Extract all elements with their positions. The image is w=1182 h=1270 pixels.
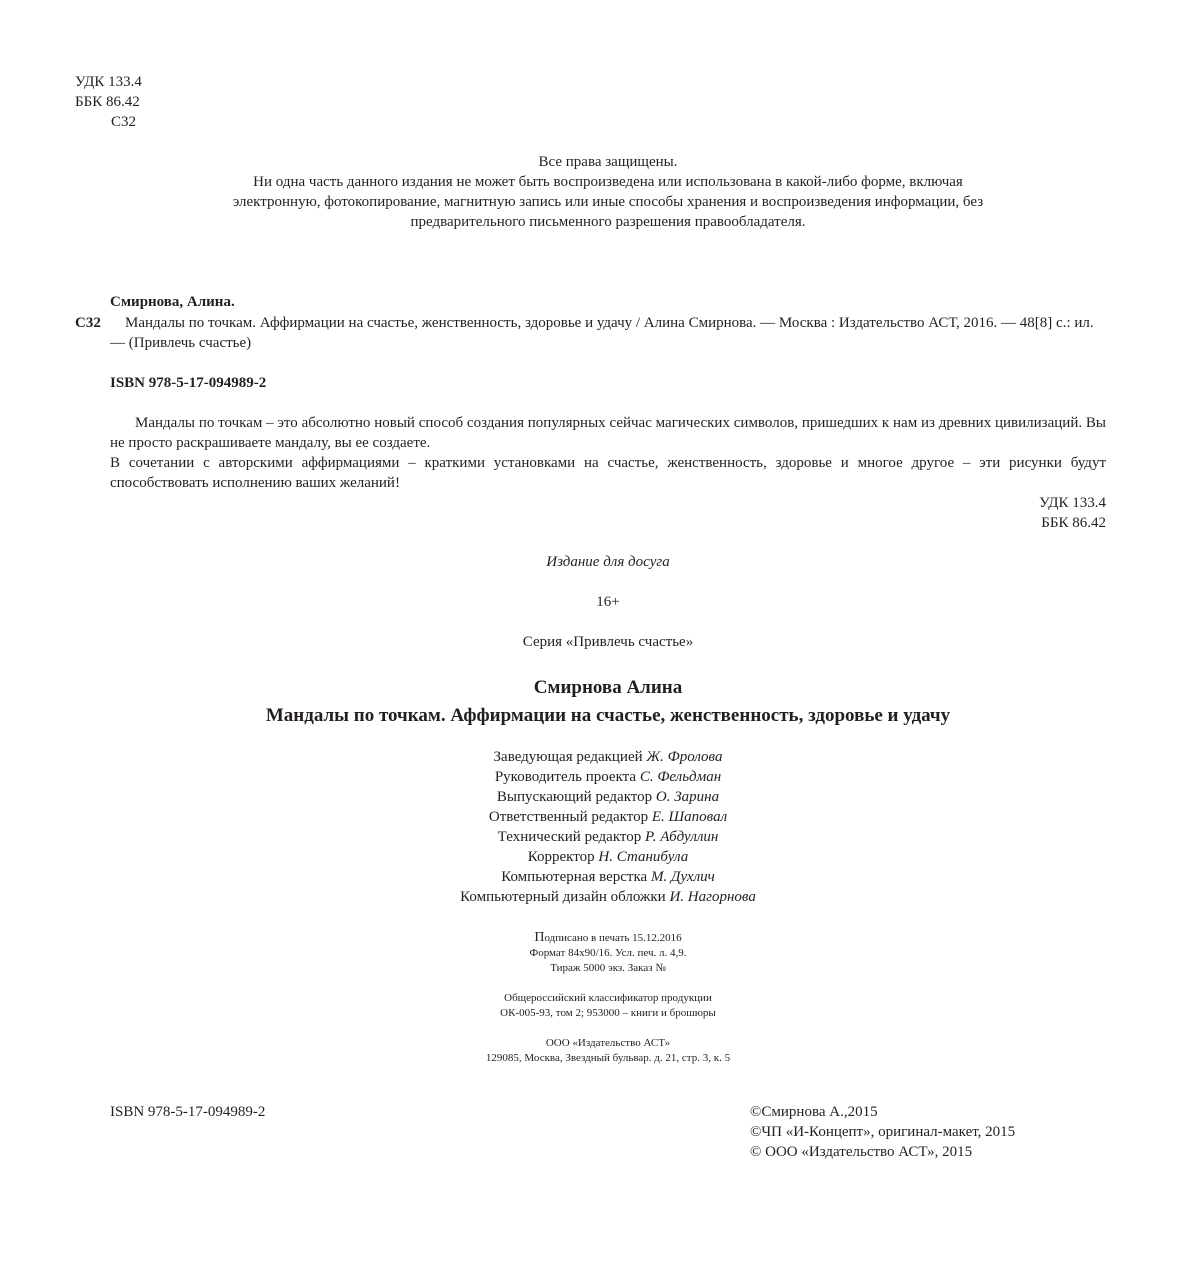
author-mark: С32 <box>111 114 137 130</box>
credit-name: Ж. Фролова <box>646 749 723 765</box>
bibliography-isbn: ISBN 978-5-17-094989-2 <box>110 375 267 391</box>
credit-name: Р. Абдуллин <box>645 829 719 845</box>
top-classification-codes <box>75 72 142 132</box>
bibliography-author: Смирнова, Алина. <box>110 294 235 310</box>
age-rating: 16+ <box>596 594 620 610</box>
signed-to-print <box>0 930 1182 946</box>
rights-notice <box>150 152 1066 232</box>
credit-row <box>0 867 1182 887</box>
bibliography-description: Мандалы по точкам. Аффирмации на счастье, женственность, здоровье и удачу / Алина Смирнова. — Москва : Издательство АСТ, 2016. — 48[8] с.: ил. — (Привлечь счастье) <box>110 315 1094 351</box>
bbk-code: ББК 86.42 <box>1041 515 1106 531</box>
rights-line: Ни одна часть данного издания не может быть воспроизведена или использована в какой-либо форме, включая <box>253 174 963 190</box>
credit-role: Компьютерный дизайн обложки <box>460 889 666 905</box>
credit-row <box>0 847 1182 867</box>
rights-line: электронную, фотокопирование, магнитную запись или иные способы хранения и воспроизведения информации, без <box>232 194 984 210</box>
copyright-notices <box>750 1102 1015 1162</box>
credit-role: Компьютерная верстка <box>501 869 648 885</box>
series-name: Серия «Привлечь счастье» <box>522 634 694 650</box>
rights-line: предварительного письменного разрешения правообладателя. <box>410 214 806 230</box>
annotation-paragraph: Мандалы по точкам – это абсолютно новый способ создания популярных сейчас магических символов, пришедших к нам из древних цивилизаций. Вы не просто раскрашиваете мандалу, вы ее создаете. <box>110 415 1106 451</box>
format-line: Формат 84x90/16. Усл. печ. л. 4,9. <box>529 947 687 959</box>
credit-role: Руководитель проекта <box>494 769 637 785</box>
spacer <box>0 1021 1182 1036</box>
spacer <box>0 976 1182 991</box>
annotation <box>110 413 1106 493</box>
credit-row <box>0 767 1182 787</box>
credit-role: Корректор <box>527 849 595 865</box>
classifier-line: Общероссийский классификатор продукции <box>504 992 712 1004</box>
credit-name: М. Духлич <box>650 869 715 885</box>
edition-type: Издание для досуга <box>546 554 670 570</box>
udk-code: УДК 133.4 <box>1039 495 1106 511</box>
publisher-address: 129085, Москва, Звездный бульвар. д. 21, стр. 3, к. 5 <box>485 1052 731 1064</box>
annotation-paragraph: В сочетании с авторскими аффирмациями – краткими установками на счастье, женственность, здоровье и многое другое – эти рисунки будут способствовать исполнению ваших желаний! <box>110 455 1106 491</box>
credit-row <box>0 887 1182 907</box>
copyright-line: ©ЧП «И-Концепт», оригинал-макет, 2015 <box>750 1124 1016 1140</box>
copyright-line: ©Смирнова А.,2015 <box>750 1104 878 1120</box>
credit-name: Е. Шаповал <box>651 809 728 825</box>
circulation-line: Тираж 5000 экз. Заказ № <box>550 962 666 974</box>
credit-name: О. Зарина <box>655 789 720 805</box>
bibliography-code: С32 <box>75 315 101 331</box>
classifier-line: ОК-005-93, том 2; 953000 – книги и брошюры <box>500 1007 716 1019</box>
publisher-name: ООО «Издательство АСТ» <box>545 1037 671 1049</box>
signed-text: одписано в печать 15.12.2016 <box>544 932 682 944</box>
right-classification-codes <box>1039 493 1106 533</box>
credit-role: Ответственный редактор <box>488 809 649 825</box>
rights-title: Все права защищены. <box>538 154 678 170</box>
book-title: Мандалы по точкам. Аффирмации на счастье, женственность, здоровье и удачу <box>265 705 951 726</box>
credit-name: Н. Станибула <box>598 849 689 865</box>
credit-row <box>0 747 1182 767</box>
print-info <box>0 930 1182 1066</box>
credit-role: Выпускающий редактор <box>496 789 653 805</box>
author-name: Смирнова Алина <box>533 677 683 698</box>
bbk-code: ББК 86.42 <box>75 94 140 110</box>
credit-role: Технический редактор <box>497 829 642 845</box>
udk-code: УДК 133.4 <box>75 74 142 90</box>
credit-row <box>0 827 1182 847</box>
drop-letter: П <box>534 930 545 945</box>
credit-role: Заведующая редакцией <box>493 749 643 765</box>
credit-row <box>0 787 1182 807</box>
copyright-line: © ООО «Издательство АСТ», 2015 <box>750 1144 973 1160</box>
credit-row <box>0 807 1182 827</box>
credit-name: И. Нагорнова <box>669 889 756 905</box>
credit-name: С. Фельдман <box>639 769 722 785</box>
credits-list <box>0 747 1182 907</box>
footer-isbn: ISBN 978-5-17-094989-2 <box>110 1104 266 1120</box>
